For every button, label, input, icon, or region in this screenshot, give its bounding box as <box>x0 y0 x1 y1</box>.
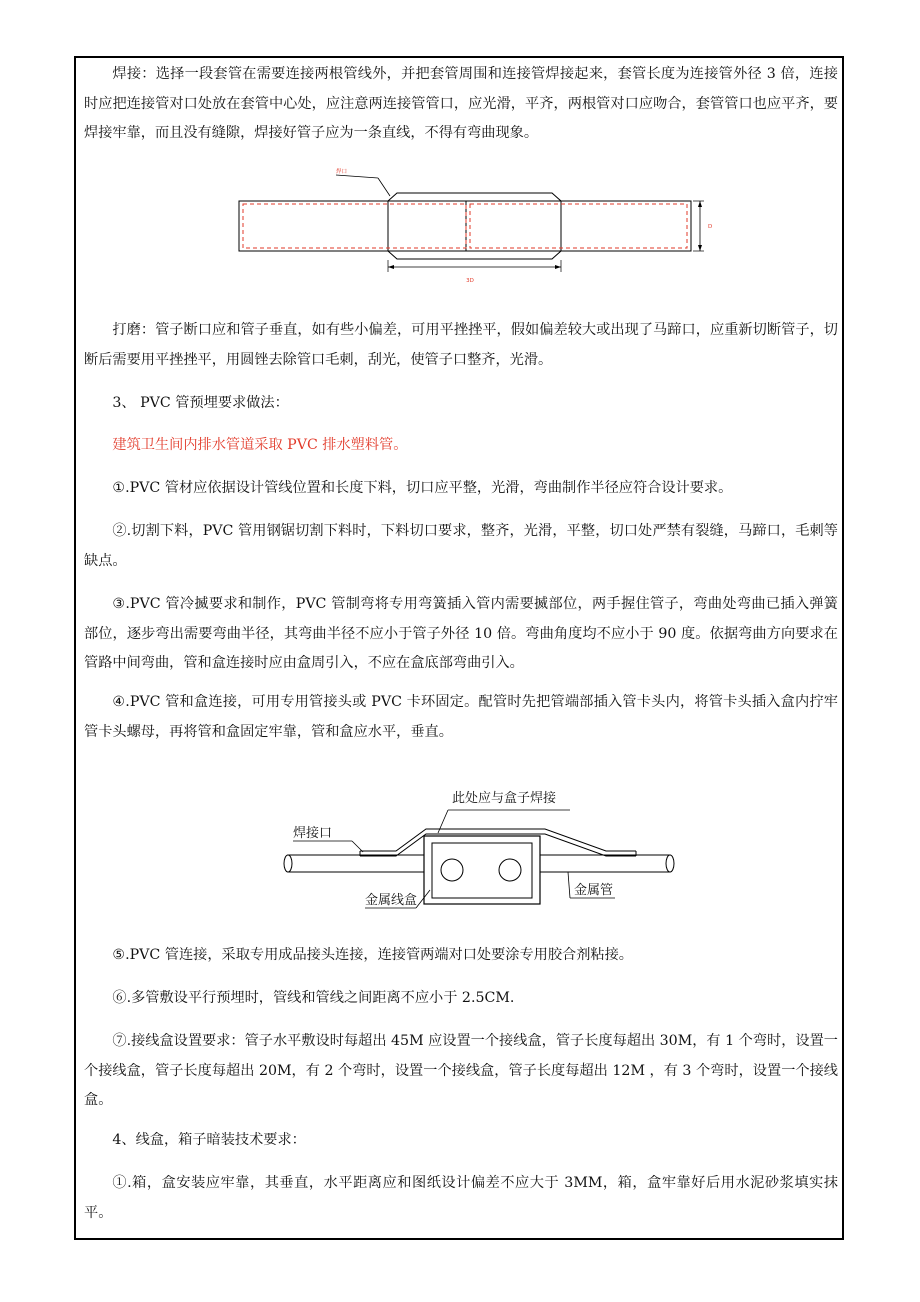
pvc-item-4: ④.PVC 管和盒连接，可用专用管接头或 PVC 卡环固定。配管时先把管端部插入管卡头内，将管卡头插入盒内拧牢管卡头螺母，再将管和盒固定牢靠，管和盒应水平，垂直。 <box>84 694 838 740</box>
dim-arrow <box>698 201 702 207</box>
dim-arrow <box>698 245 702 251</box>
box-item-1: ①.箱，盒安装应牢靠，其垂直，水平距离应和图纸设计偏差不应大于 3MM，箱，盒牢靠好后用水泥砂浆填实抹平。 <box>84 1175 838 1221</box>
dim-arrow <box>388 265 394 269</box>
pvc-item-2: ②.切割下料，PVC 管用钢锯切割下料时，下料切口要求，整齐，光滑，平整，切口处严禁有裂缝，马蹄口，毛刺等缺点。 <box>84 523 838 569</box>
pvc-item-1: ①.PVC 管材应依据设计管线位置和长度下料，切口应平整，光滑，弯曲制作半径应符合设计要求。 <box>112 480 733 496</box>
paragraph-grinding: 打磨：管子断口应和管子垂直，如有些小偏差，可用平挫挫平，假如偏差较大或出现了马蹄口，应重新切断管子，切断后需要用平挫挫平，用圆锉去除管口毛刺，刮光，使管子口整齐，光滑。 <box>84 322 838 368</box>
dim-label-bottom: 3D <box>466 278 474 284</box>
leader-line <box>568 872 570 898</box>
pipe-outline <box>239 201 691 251</box>
pvc-item-6: ⑥.多管敷设平行预埋时，管线和管线之间距离不应小于 2.5CM. <box>112 990 515 1006</box>
pipe-inner-dashed-right <box>470 204 687 248</box>
label-box: 金属线盒 <box>365 893 418 908</box>
sleeve-outline <box>388 193 561 259</box>
leader-line <box>438 810 448 833</box>
callout-line <box>378 178 390 196</box>
leader-line <box>352 841 363 852</box>
pvc-item-5: ⑤.PVC 管连接，采取专用成品接头连接，连接管两端对口处要涂专用胶合剂粘接。 <box>112 947 633 963</box>
label-pipe: 金属管 <box>574 883 614 898</box>
left-pipe <box>288 855 428 872</box>
callout-line <box>336 175 378 178</box>
pvc-item-7: ⑦.接线盒设置要求：管子水平敷设时每超出 45M 应设置一个接线盒，管子长度每超出 30M，有 1 个弯时，设置一个接线盒，管子长度每超出 20M，有 2 个弯时，设置一个接线盒，管子长度每超出 12M ，有 3 个弯时，设置一个接线盒。 <box>84 1033 838 1108</box>
label-top: 此处应与盒子焊接 <box>452 791 557 806</box>
dim-label-right: D <box>708 224 713 230</box>
pipe-inner-dashed-left <box>243 204 466 248</box>
paragraph-welding: 焊接：选择一段套管在需要连接两根管线外，并把套管周围和连接管焊接起来，套管长度为连接管外径 3 倍，连接时应把连接管对口处放在套管中心处，应注意两连接管管口，应光滑，平齐，两根管对口应吻合，套管管口也应平齐，要焊接牢靠，而且没有缝隙，焊接好管子应为一条直线，不得有弯曲现象。 <box>84 66 838 141</box>
callout-label: 焊口 <box>336 169 348 175</box>
sleeve-weld-diagram <box>230 160 730 290</box>
left-pipe-end <box>284 855 292 872</box>
right-pipe-end <box>666 855 674 872</box>
right-pipe <box>533 855 670 872</box>
box-weld-diagram <box>270 780 690 920</box>
pvc-drain-note: 建筑卫生间内排水管道采取 PVC 排水塑料管。 <box>112 437 408 453</box>
section-heading-pvc: 3、 PVC 管预埋要求做法： <box>112 395 289 411</box>
label-weld: 焊接口 <box>293 826 333 841</box>
section-heading-boxes: 4、线盒，箱子暗装技术要求： <box>112 1132 306 1148</box>
dim-arrow <box>555 265 561 269</box>
pvc-item-3: ③.PVC 管冷揻要求和制作，PVC 管制弯将专用弯簧插入管内需要揻部位，两手握住管子，弯曲处弯曲已插入弹簧部位，逐步弯出需要弯曲半径，其弯曲半径不应小于管子外径 10 倍。弯曲角度均不应小于 90 度。依据弯曲方向要求在管路中间弯曲，管和盒连接时应由盒周引入，不应在盒底部弯曲引入。 <box>84 596 838 671</box>
